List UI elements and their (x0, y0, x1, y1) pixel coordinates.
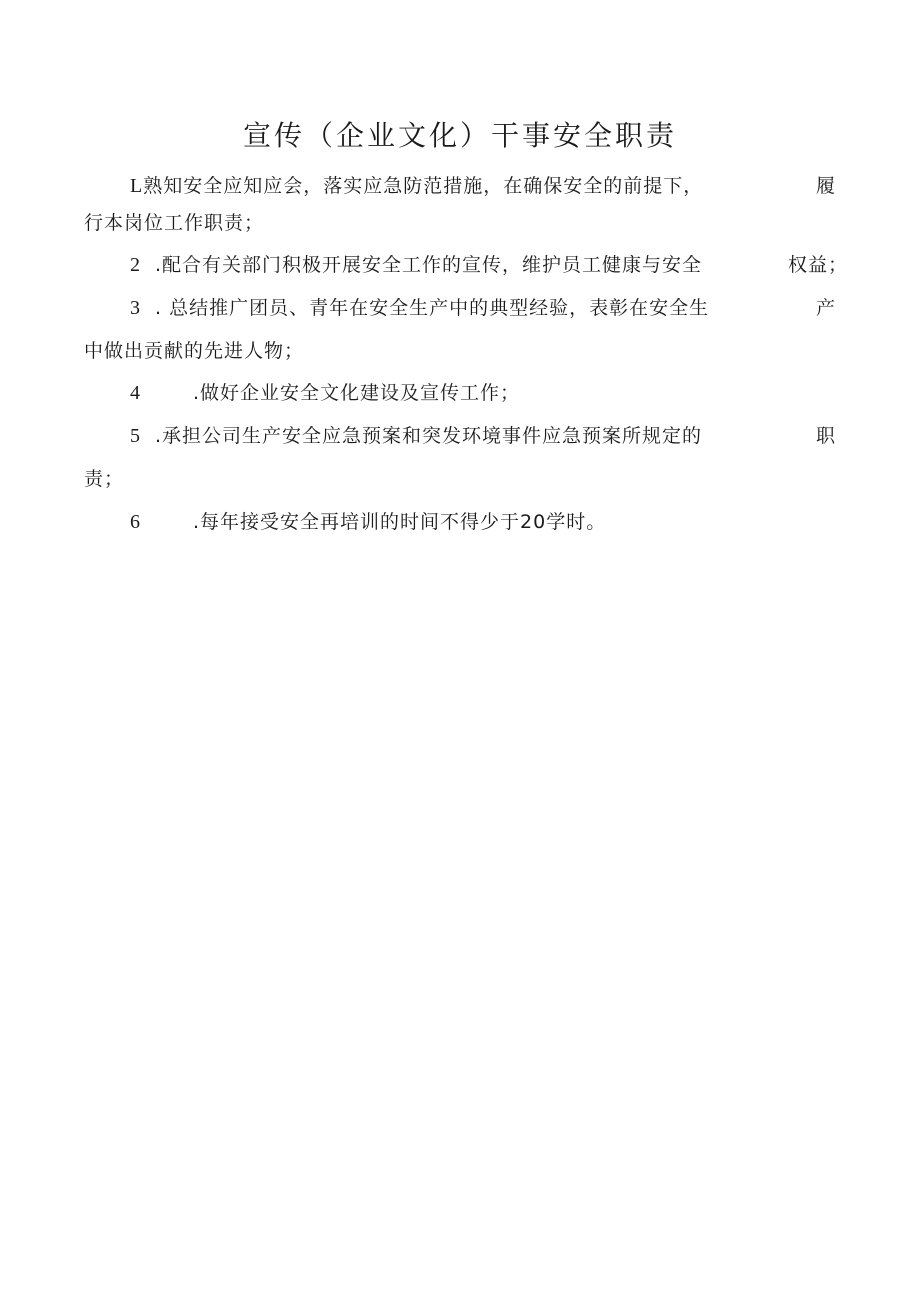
list-item-6-line-1 (130, 507, 606, 537)
item-text: .承担公司生产安全应急预案和突发环境事件应急预案所规定的 (155, 425, 703, 447)
document-title: 宣传（企业文化）干事安全职责 (242, 119, 677, 152)
item-text: .每年接受安全再培训的时间不得少于20学时。 (193, 511, 607, 533)
item-text: .做好企业安全文化建设及宣传工作； (193, 382, 521, 404)
list-item-2-line-1 (130, 250, 702, 280)
item-text: .配合有关部门积极开展安全工作的宣传，维护员工健康与安全 (155, 254, 703, 276)
item-number: L (130, 175, 144, 197)
list-item-1-line-1 (130, 171, 703, 201)
item-text: 熟知安全应知应会，落实应急防范措施，在确保安全的前提下， (143, 175, 704, 197)
list-item-1-line-2: 行本岗位工作职责； (84, 212, 265, 234)
list-item-2-tail: 权益； (788, 254, 849, 276)
list-item-5-line-1 (130, 421, 702, 451)
list-item-3-tail: 产 (816, 297, 837, 319)
item-text: . 总结推广团员、青年在安全生产中的典型经验，表彰在安全生 (155, 297, 710, 319)
item-number: 4 (130, 382, 141, 404)
list-item-3-line-2: 中做出贡献的先进人物； (84, 340, 305, 362)
item-number: 2 (130, 254, 141, 276)
item-number: 6 (130, 511, 141, 533)
list-item-5-line-2: 责； (84, 468, 125, 490)
list-item-4-line-1 (130, 378, 520, 408)
list-item-1-tail: 履 (816, 175, 837, 197)
item-number: 3 (130, 297, 141, 319)
item-number: 5 (130, 425, 141, 447)
list-item-3-line-1 (130, 293, 709, 323)
list-item-5-tail: 职 (816, 425, 837, 447)
